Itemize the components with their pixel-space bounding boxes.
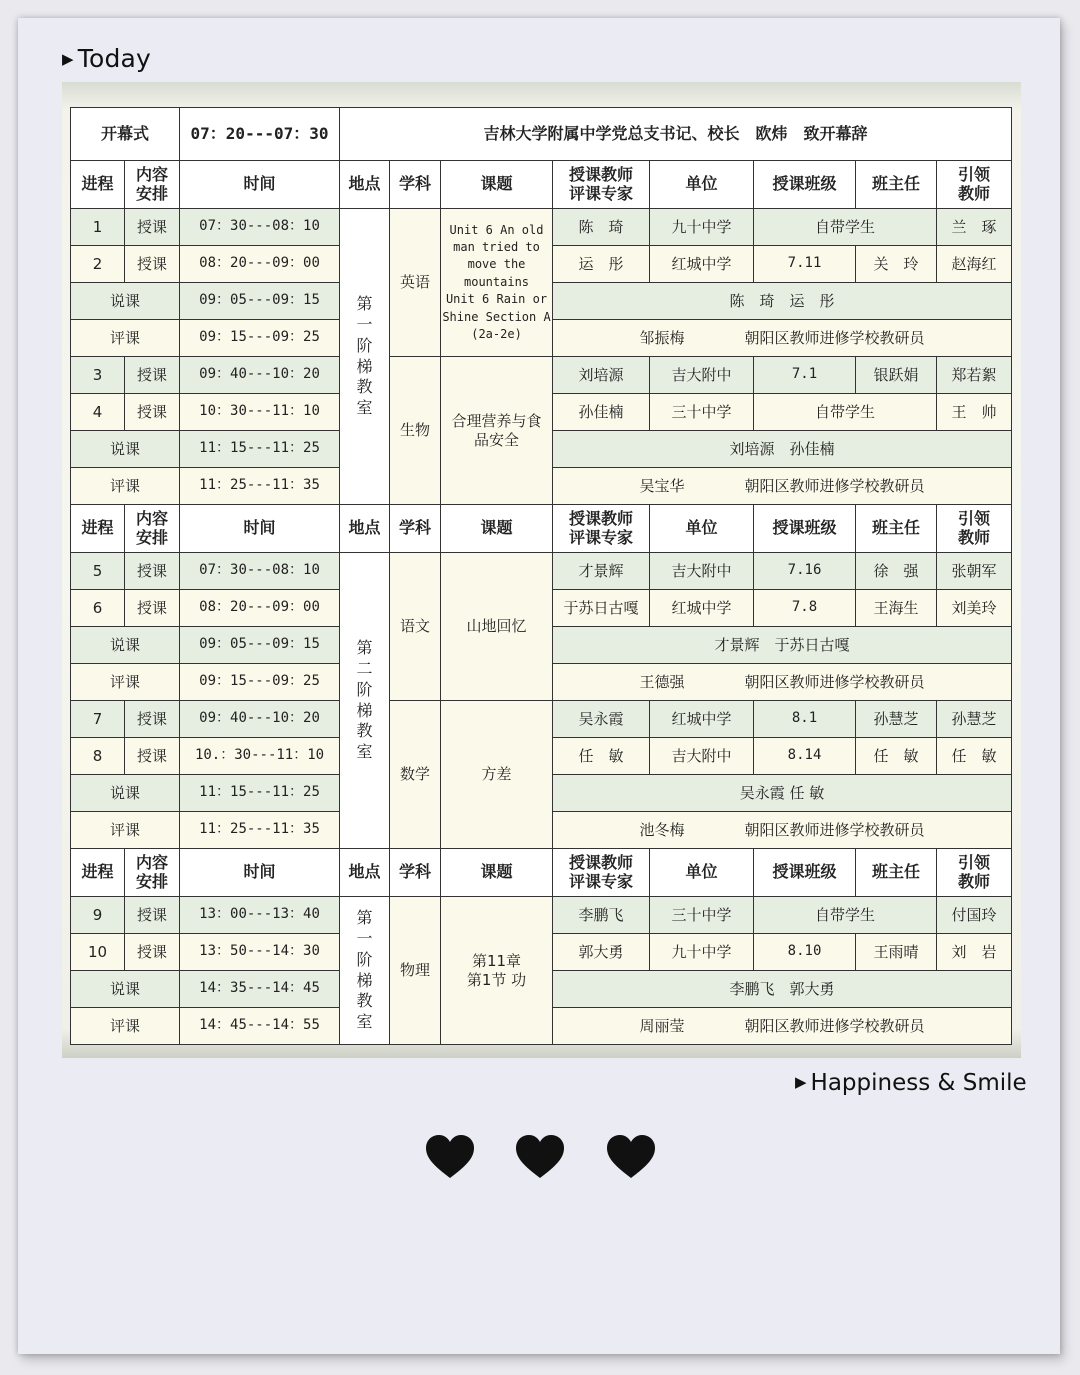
col-header-line: 教师: [958, 871, 991, 891]
hearts-decoration: [424, 1134, 664, 1184]
review-expert: 王德强: [639, 672, 685, 691]
location-cell: [340, 897, 390, 1045]
lesson-no: 2: [71, 246, 125, 283]
lead-teacher-cell: 任 敏: [937, 738, 1012, 775]
talk-time: 11：15---11：25: [180, 431, 340, 468]
review-text: [553, 320, 1012, 357]
teacher-cell: 李鹏飞: [553, 897, 650, 934]
lesson-time: 08：20---09：00: [180, 246, 340, 283]
class-cell: 7.11: [754, 246, 856, 283]
col-header: 班主任: [856, 161, 937, 209]
teacher-cell: 孙佳楠: [553, 394, 650, 431]
talk-text: 李鹏飞 郭大勇: [553, 971, 1012, 1008]
col-header: 单位: [650, 505, 754, 553]
review-text: [553, 468, 1012, 505]
col-header: 学科: [390, 161, 441, 209]
col-header: 时间: [180, 505, 340, 553]
headteacher-cell: 王雨晴: [856, 934, 937, 971]
col-header: [937, 849, 1012, 897]
review-type: 评课: [71, 320, 180, 357]
review-type: 评课: [71, 812, 180, 849]
col-header: 单位: [650, 849, 754, 897]
col-header-line: 引领: [958, 165, 991, 185]
review-time: 09：15---09：25: [180, 320, 340, 357]
subject-cell: 英语: [390, 209, 441, 357]
lesson-time: 08：20---09：00: [180, 590, 340, 627]
class-cell: 自带学生: [754, 897, 937, 934]
class-cell: 8.10: [754, 934, 856, 971]
topic-cell-line: Shine Section A: [442, 309, 551, 324]
review-type: 评课: [71, 664, 180, 701]
review-type: 评课: [71, 468, 180, 505]
review-time: 09：15---09：25: [180, 664, 340, 701]
review-time: 11：25---11：35: [180, 812, 340, 849]
col-header: 课题: [441, 505, 553, 553]
review-time: 11：25---11：35: [180, 468, 340, 505]
lesson-no: 9: [71, 897, 125, 934]
col-header-line: 安排: [136, 871, 169, 891]
lead-teacher-cell: 张朝军: [937, 553, 1012, 590]
col-header: 时间: [180, 849, 340, 897]
class-cell: 7.16: [754, 553, 856, 590]
teacher-cell: 运 彤: [553, 246, 650, 283]
topic-cell-line: move the: [467, 257, 526, 272]
col-header-line: 安排: [136, 527, 169, 547]
talk-text: 吴永霞 任 敏: [553, 775, 1012, 812]
unit-cell: 三十中学: [650, 897, 754, 934]
topic-cell-line: (2a-2e): [471, 326, 522, 341]
col-header: 进程: [71, 849, 125, 897]
review-org: 朝阳区教师进修学校教研员: [744, 476, 925, 495]
lesson-type: 授课: [125, 209, 180, 246]
lesson-row: [71, 209, 1012, 246]
lesson-time: 07：30---08：10: [180, 209, 340, 246]
col-header: 学科: [390, 505, 441, 553]
lesson-type: 授课: [125, 590, 180, 627]
subject-cell: 数学: [390, 701, 441, 849]
headteacher-cell: 关 玲: [856, 246, 937, 283]
review-org: 朝阳区教师进修学校教研员: [744, 328, 925, 347]
review-type: 评课: [71, 1008, 180, 1045]
unit-cell: 三十中学: [650, 394, 754, 431]
class-cell: 8.14: [754, 738, 856, 775]
topic-cell: [441, 553, 553, 701]
col-header: [553, 505, 650, 553]
lesson-type: 授课: [125, 394, 180, 431]
heart-icon: [514, 1134, 566, 1180]
unit-cell: 红城中学: [650, 246, 754, 283]
topic-cell: [441, 701, 553, 849]
headteacher-cell: 王海生: [856, 590, 937, 627]
headteacher-cell: 孙慧芝: [856, 701, 937, 738]
col-header-line: 教师: [958, 527, 991, 547]
lesson-no: 10: [71, 934, 125, 971]
col-header-line: 评课专家: [569, 183, 634, 203]
talk-time: 09：05---09：15: [180, 283, 340, 320]
topic-cell-line: 山地回忆: [466, 617, 527, 636]
col-header: 学科: [390, 849, 441, 897]
col-header: [553, 849, 650, 897]
review-expert: 周丽莹: [639, 1016, 685, 1035]
col-header-line: 授课教师: [569, 853, 634, 873]
unit-cell: 九十中学: [650, 209, 754, 246]
lesson-type: 授课: [125, 357, 180, 394]
class-cell: 7.1: [754, 357, 856, 394]
review-org: 朝阳区教师进修学校教研员: [744, 820, 925, 839]
lesson-type: 授课: [125, 553, 180, 590]
lead-teacher-cell: 郑若絮: [937, 357, 1012, 394]
col-header-line: 引领: [958, 509, 991, 529]
col-header: 地点: [340, 505, 390, 553]
talk-text: 刘培源 孙佳楠: [553, 431, 1012, 468]
talk-type: 说课: [71, 775, 180, 812]
col-header-line: 评课专家: [569, 871, 634, 891]
lesson-type: 授课: [125, 738, 180, 775]
lesson-type: 授课: [125, 934, 180, 971]
opening-row: [71, 108, 1012, 161]
lesson-no: 6: [71, 590, 125, 627]
teacher-cell: 吴永霞: [553, 701, 650, 738]
col-header-line: 授课教师: [569, 165, 634, 185]
subject-cell: 语文: [390, 553, 441, 701]
talk-time: 14：35---14：45: [180, 971, 340, 1008]
location-text: 第一阶梯教室: [356, 908, 373, 1032]
col-header: 时间: [180, 161, 340, 209]
col-header: 地点: [340, 161, 390, 209]
talk-type: 说课: [71, 431, 180, 468]
lesson-no: 1: [71, 209, 125, 246]
today-label: ▶ Today: [62, 44, 152, 73]
class-cell: 8.1: [754, 701, 856, 738]
col-header: 单位: [650, 161, 754, 209]
unit-cell: 红城中学: [650, 590, 754, 627]
teacher-cell: 陈 琦: [553, 209, 650, 246]
review-text: [553, 812, 1012, 849]
review-expert: 邹振梅: [639, 328, 685, 347]
lesson-row: [71, 553, 1012, 590]
lead-teacher-cell: 刘 岩: [937, 934, 1012, 971]
subject-cell: 物理: [390, 897, 441, 1045]
heart-icon: [424, 1134, 476, 1180]
talk-type: 说课: [71, 627, 180, 664]
talk-time: 11：15---11：25: [180, 775, 340, 812]
lead-teacher-cell: 刘美玲: [937, 590, 1012, 627]
review-org: 朝阳区教师进修学校教研员: [744, 672, 925, 691]
location-cell: [340, 209, 390, 505]
class-cell: 7.8: [754, 590, 856, 627]
lead-teacher-cell: 孙慧芝: [937, 701, 1012, 738]
location-text: 第二阶梯教室: [356, 638, 373, 762]
lesson-no: 5: [71, 553, 125, 590]
lesson-time: 10：30---11：10: [180, 394, 340, 431]
topic-cell-line: 方差: [481, 765, 512, 784]
col-header-line: 授课教师: [569, 509, 634, 529]
topic-cell-line: Unit 6 Rain or: [445, 292, 548, 307]
review-text: [553, 1008, 1012, 1045]
topic-cell-line: mountains: [464, 274, 530, 289]
col-header: [125, 505, 180, 553]
col-header-line: 引领: [958, 853, 991, 873]
col-header-line: 安排: [136, 183, 169, 203]
col-header: 授课班级: [754, 505, 856, 553]
lesson-time: 13：00---13：40: [180, 897, 340, 934]
teacher-cell: 才景辉: [553, 553, 650, 590]
lead-teacher-cell: 赵海红: [937, 246, 1012, 283]
unit-cell: 吉大附中: [650, 357, 754, 394]
teacher-cell: 于苏日古嘎: [553, 590, 650, 627]
col-header-line: 内容: [136, 165, 169, 185]
col-header-line: 内容: [136, 853, 169, 873]
col-header: [937, 161, 1012, 209]
topic-cell: [441, 897, 553, 1045]
headteacher-cell: 徐 强: [856, 553, 937, 590]
lesson-type: 授课: [125, 701, 180, 738]
triangle-right-icon: ▶: [795, 1073, 807, 1091]
col-header: [553, 161, 650, 209]
col-header: 班主任: [856, 849, 937, 897]
header-row: [71, 161, 1012, 209]
col-header: 进程: [71, 505, 125, 553]
col-header: 课题: [441, 161, 553, 209]
heart-icon: [605, 1134, 657, 1180]
class-cell: 自带学生: [754, 209, 937, 246]
teacher-cell: 任 敏: [553, 738, 650, 775]
lesson-type: 授课: [125, 246, 180, 283]
review-text: [553, 664, 1012, 701]
topic-cell: [441, 357, 553, 505]
topic-cell-line: man tried to: [453, 240, 540, 255]
lesson-time: 13：50---14：30: [180, 934, 340, 971]
col-header: 授课班级: [754, 161, 856, 209]
lesson-time: 09：40---10：20: [180, 357, 340, 394]
triangle-right-icon: ▶: [62, 50, 74, 68]
talk-text: 才景辉 于苏日古嘎: [553, 627, 1012, 664]
headteacher-cell: 银跃娟: [856, 357, 937, 394]
review-expert: 池冬梅: [639, 820, 685, 839]
topic-cell-line: 第11章: [471, 951, 522, 970]
opening-content: 吉林大学附属中学党总支书记、校长 欧炜 致开幕辞: [340, 108, 1012, 161]
topic-cell-line: Unit 6 An old: [449, 222, 544, 237]
col-header: [125, 849, 180, 897]
talk-type: 说课: [71, 971, 180, 1008]
lesson-time: 07：30---08：10: [180, 553, 340, 590]
header-row: [71, 849, 1012, 897]
lesson-row: [71, 701, 1012, 738]
lesson-time: 09：40---10：20: [180, 701, 340, 738]
headteacher-cell: 任 敏: [856, 738, 937, 775]
lead-teacher-cell: 王 帅: [937, 394, 1012, 431]
lead-teacher-cell: 付国玲: [937, 897, 1012, 934]
lesson-no: 8: [71, 738, 125, 775]
teacher-cell: 郭大勇: [553, 934, 650, 971]
col-header: 地点: [340, 849, 390, 897]
opening-label: 开幕式: [71, 108, 180, 161]
unit-cell: 吉大附中: [650, 553, 754, 590]
col-header: 课题: [441, 849, 553, 897]
header-row: [71, 505, 1012, 553]
footer-label: ▶ Happiness & Smile: [795, 1070, 1027, 1096]
col-header-line: 教师: [958, 183, 991, 203]
talk-text: 陈 琦 运 彤: [553, 283, 1012, 320]
col-header-line: 内容: [136, 509, 169, 529]
topic-cell: [441, 209, 553, 357]
lesson-no: 7: [71, 701, 125, 738]
opening-time: 07：20---07：30: [180, 108, 340, 161]
col-header: 班主任: [856, 505, 937, 553]
lesson-row: [71, 357, 1012, 394]
topic-cell-line: 品安全: [474, 430, 520, 449]
subject-cell: 生物: [390, 357, 441, 505]
review-expert: 吴宝华: [639, 476, 685, 495]
col-header: [937, 505, 1012, 553]
lesson-type: 授课: [125, 897, 180, 934]
talk-type: 说课: [71, 283, 180, 320]
lesson-time: 10.：30---11：10: [180, 738, 340, 775]
lead-teacher-cell: 兰 琢: [937, 209, 1012, 246]
unit-cell: 红城中学: [650, 701, 754, 738]
col-header: 进程: [71, 161, 125, 209]
topic-cell-line: 第1节 功: [466, 970, 527, 989]
schedule-table: [70, 107, 1012, 1045]
lesson-row: [71, 897, 1012, 934]
review-time: 14：45---14：55: [180, 1008, 340, 1045]
talk-time: 09：05---09：15: [180, 627, 340, 664]
col-header: [125, 161, 180, 209]
unit-cell: 九十中学: [650, 934, 754, 971]
review-org: 朝阳区教师进修学校教研员: [744, 1016, 925, 1035]
location-cell: [340, 553, 390, 849]
topic-cell-line: 合理营养与食: [451, 411, 542, 430]
lesson-no: 3: [71, 357, 125, 394]
class-cell: 自带学生: [754, 394, 937, 431]
location-text: 第一阶梯教室: [356, 294, 373, 418]
unit-cell: 吉大附中: [650, 738, 754, 775]
teacher-cell: 刘培源: [553, 357, 650, 394]
col-header: 授课班级: [754, 849, 856, 897]
col-header-line: 评课专家: [569, 527, 634, 547]
lesson-no: 4: [71, 394, 125, 431]
